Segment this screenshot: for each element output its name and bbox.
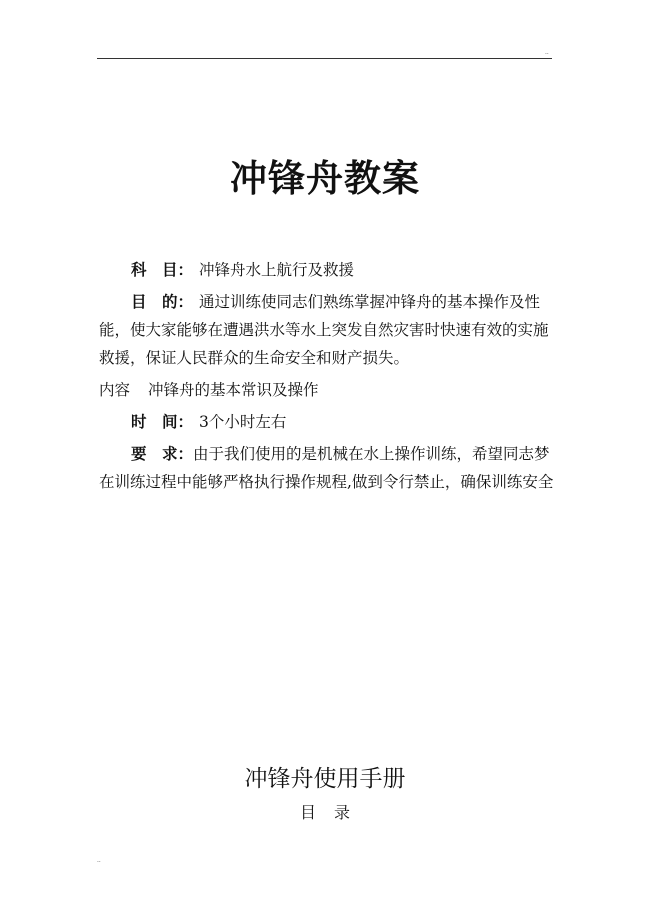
- subject-value: 冲锋舟水上航行及救援: [199, 261, 355, 279]
- toc-heading: 目录: [299, 803, 368, 822]
- content-value: 冲锋舟的基本常识及操作: [148, 381, 319, 399]
- document-body: [99, 256, 554, 500]
- requirement-value: 由于我们使用的是机械在水上操作训练，希望同志梦在训练过程中能够严格执行操作规程,做到令行禁止，确保训练安全: [99, 445, 554, 491]
- requirement-label: 要 求：: [131, 445, 194, 463]
- subject-line: [99, 256, 554, 284]
- content-line: [99, 376, 554, 404]
- header-marker: ..: [545, 49, 549, 56]
- footer-marker: ..: [97, 857, 101, 864]
- content-label: 内容: [99, 381, 131, 399]
- document-title: 冲锋舟教案: [230, 157, 420, 200]
- time-label: 时 间：: [131, 413, 194, 431]
- time-value: 3个小时左右: [199, 413, 287, 431]
- time-line: [99, 408, 554, 436]
- purpose-paragraph: [99, 288, 554, 372]
- requirement-paragraph: [99, 440, 554, 496]
- manual-title: 冲锋舟使用手册: [244, 766, 406, 792]
- subject-label: 科 目：: [131, 261, 194, 279]
- purpose-value: 通过训练使同志们熟练掌握冲锋舟的基本操作及性能，使大家能够在遭遇洪水等水上突发自然灾害时快速有效的实施救援，保证人民群众的生命安全和财产损失。: [99, 293, 549, 367]
- purpose-label: 目 的：: [131, 293, 194, 311]
- header-rule: [97, 58, 552, 59]
